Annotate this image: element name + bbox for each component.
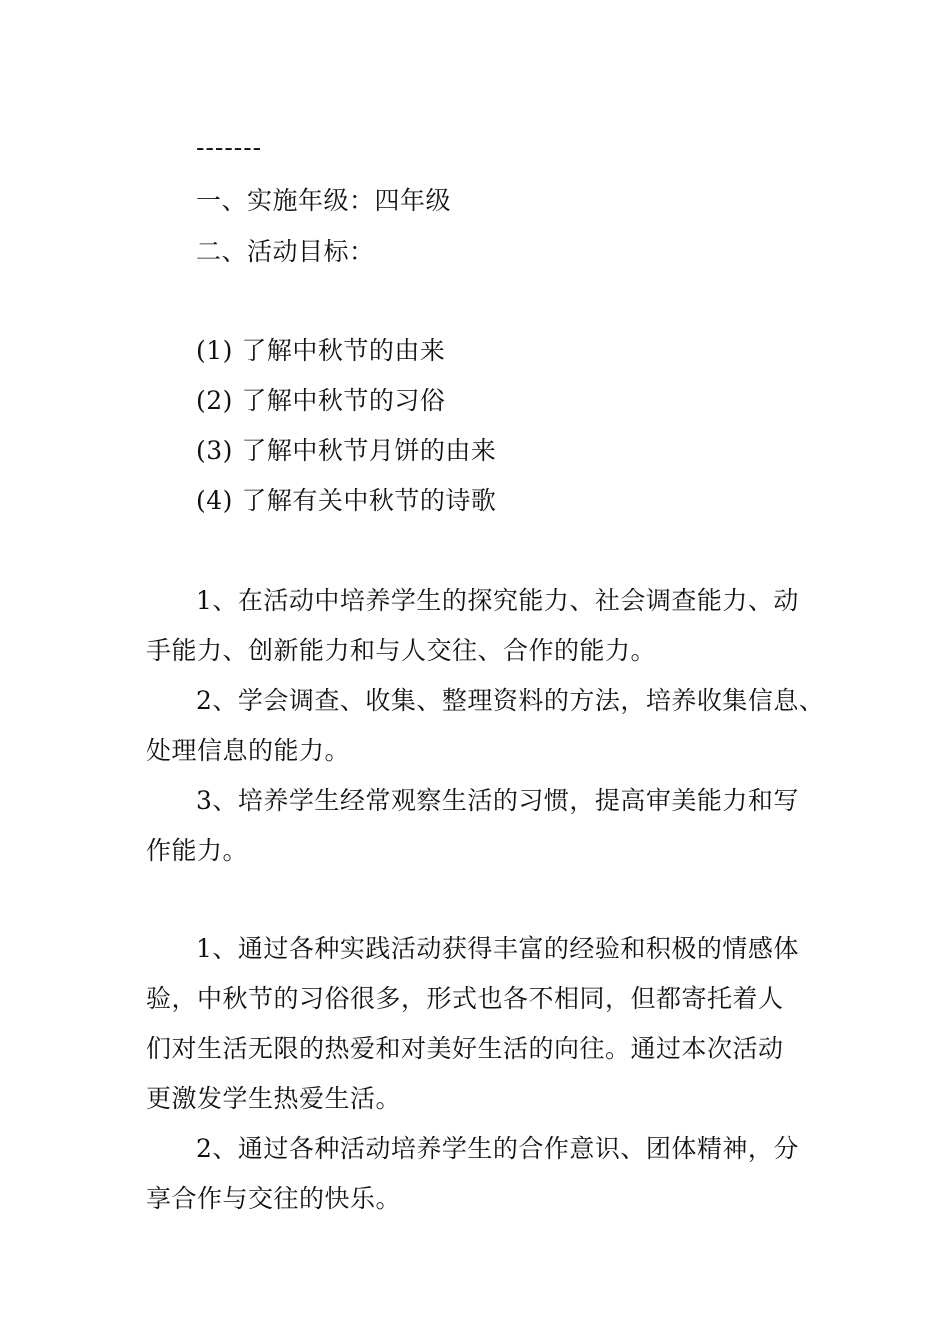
ability-paragraph-2-line-2: 处理信息的能力。 <box>146 736 351 765</box>
goal-item: (3) 了解中秋节月饼的由来 <box>196 436 497 465</box>
ability-paragraph-3-line-2: 作能力。 <box>146 836 249 865</box>
goals-heading: 二、活动目标： <box>196 237 375 266</box>
ability-paragraph-1-line-2: 手能力、创新能力和与人交往、合作的能力。 <box>146 636 657 665</box>
emotion-paragraph-1-line-4: 更激发学生热爱生活。 <box>146 1084 402 1113</box>
emotion-paragraph-2-line-2: 享合作与交往的快乐。 <box>146 1184 402 1213</box>
goal-item: (2) 了解中秋节的习俗 <box>196 386 446 415</box>
ability-paragraph-2-line-1: 2、学会调查、收集、整理资料的方法，培养收集信息、 <box>196 686 825 715</box>
goal-item: (4) 了解有关中秋节的诗歌 <box>196 486 497 515</box>
ability-paragraph-1-line-1: 1、在活动中培养学生的探究能力、社会调查能力、动 <box>196 586 799 615</box>
emotion-paragraph-2-line-1: 2、通过各种活动培养学生的合作意识、团体精神，分 <box>196 1134 799 1163</box>
grade-heading: 一、实施年级：四年级 <box>196 186 452 215</box>
emotion-paragraph-1-line-2: 验，中秋节的习俗很多，形式也各不相同，但都寄托着人 <box>146 984 784 1013</box>
separator-line: ------- <box>196 133 263 162</box>
emotion-paragraph-1-line-3: 们对生活无限的热爱和对美好生活的向往。通过本次活动 <box>146 1034 784 1063</box>
goal-item: (1) 了解中秋节的由来 <box>196 336 446 365</box>
ability-paragraph-3-line-1: 3、培养学生经常观察生活的习惯，提高审美能力和写 <box>196 786 799 815</box>
emotion-paragraph-1-line-1: 1、通过各种实践活动获得丰富的经验和积极的情感体 <box>196 934 799 963</box>
